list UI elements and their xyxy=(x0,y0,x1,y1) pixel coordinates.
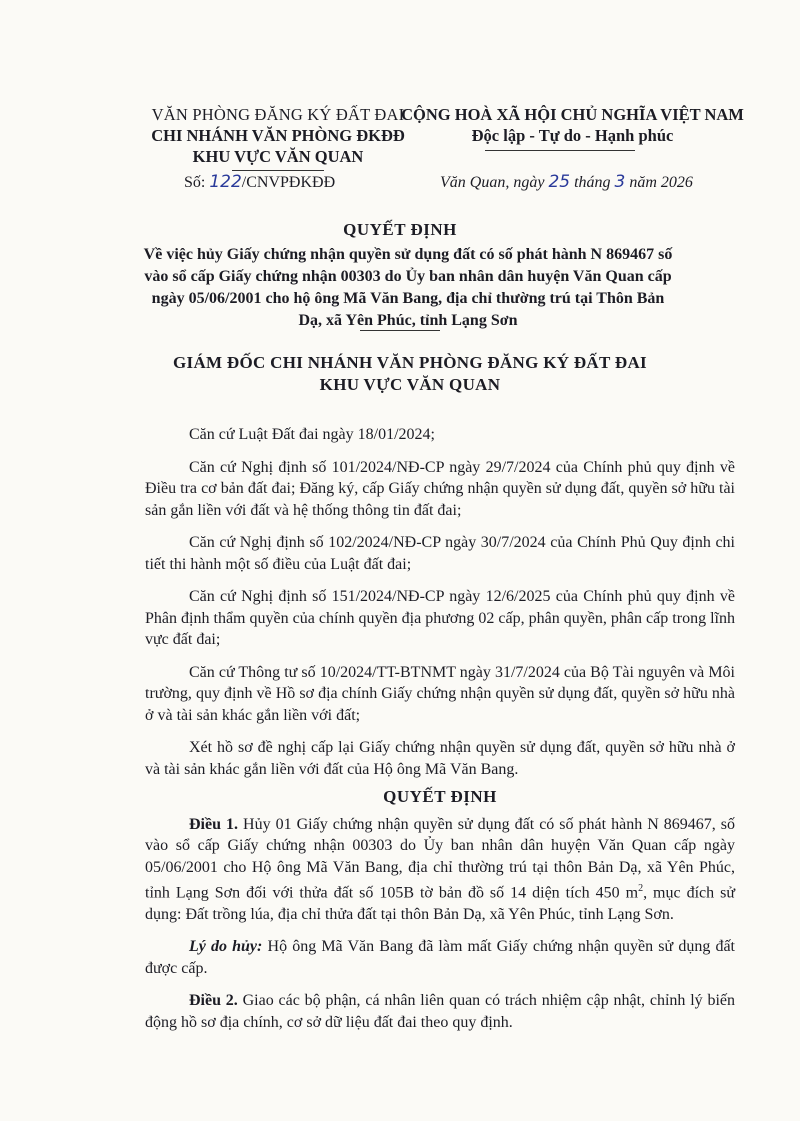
doc-number-prefix: Số: xyxy=(184,174,206,191)
date-prefix: Văn Quan, ngày xyxy=(440,174,545,191)
document-number xyxy=(184,172,335,192)
legal-basis-4: Căn cứ Nghị định số 151/2024/NĐ-CP ngày 12/6/2025 của Chính phủ quy định về Phân định thẩm quyền của chính quyền địa phương 02 cấp, phân quyền, phân cấp trong lĩnh vực đất đai; xyxy=(145,588,735,648)
doc-number-handwritten: 122 xyxy=(209,172,242,192)
motto-underline xyxy=(485,150,635,151)
date-day: 25 xyxy=(548,172,571,192)
article-1-text: Hủy 01 Giấy chứng nhận quyền sử dụng đất có số phát hành N 869467, số vào sổ cấp Giấy chứng nhận 00303 do Ủy ban nhân dân huyện Văn Quan cấp ngày 05/06/2001 cho Hộ ông Mã Văn Bang, địa chỉ thường trú tại thôn Bản Dạ, xã Yên Phúc, tỉnh Lạng Sơn đối với thửa đất số 105B tờ bản đồ số 14 diện tích 450 m xyxy=(145,815,736,902)
article-1 xyxy=(145,814,735,926)
reason-label: Lý do hủy: xyxy=(189,938,263,956)
decision-heading: QUYẾT ĐỊNH xyxy=(383,787,497,806)
subject-underline xyxy=(360,330,440,331)
date-year: năm 2026 xyxy=(629,174,693,191)
document-body xyxy=(145,424,735,1044)
legal-basis-5: Căn cứ Thông tư số 10/2024/TT-BTNMT ngày 31/7/2024 của Bộ Tài nguyên và Môi trường, quy định về Hồ sơ địa chính Giấy chứng nhận quyền sử dụng đất, quyền sở hữu nhà ở và tài sản khác gắn liền với đất; xyxy=(145,663,735,724)
legal-basis-3: Căn cứ Nghị định số 102/2024/NĐ-CP ngày 30/7/2024 của Chính Phủ Quy định chi tiết thi hành một số điều của Luật đất đai; xyxy=(145,534,735,573)
agency-underline xyxy=(232,170,324,171)
article-2-label: Điều 2. xyxy=(189,992,238,1010)
reason-text: Hộ ông Mã Văn Bang đã làm mất Giấy chứng nhận quyền sử dụng đất được cấp. xyxy=(145,938,736,977)
agency-header xyxy=(128,104,428,167)
nation-motto: Độc lập - Tự do - Hạnh phúc xyxy=(471,126,674,145)
nation-header xyxy=(400,104,745,146)
authority-line-2: KHU VỰC VĂN QUAN xyxy=(319,375,501,394)
authority-line-1: GIÁM ĐỐC CHI NHÁNH VĂN PHÒNG ĐĂNG KÝ ĐẤT ĐAI xyxy=(173,353,647,372)
agency-line-1: VĂN PHÒNG ĐĂNG KÝ ĐẤT ĐAI xyxy=(151,105,405,124)
area-unit-superscript: 2 xyxy=(638,883,644,894)
date-month-label: tháng xyxy=(574,174,611,191)
legal-basis-2: Căn cứ Nghị định số 101/2024/NĐ-CP ngày 29/7/2024 của Chính phủ quy định về Điều tra cơ bản đất đai; Đăng ký, cấp Giấy chứng nhận quyền sử dụng đất, quyền sở hữu tài sản gắn liền với đất và hệ thống thông tin đất đai; xyxy=(145,458,735,519)
cancellation-reason xyxy=(145,936,735,979)
consideration: Xét hồ sơ đề nghị cấp lại Giấy chứng nhận quyền sử dụng đất, quyền sở hữu nhà ở và tài sản khác gắn liền với đất của Hộ ông Mã Văn Bang. xyxy=(145,739,735,778)
agency-line-3: KHU VỰC VĂN QUAN xyxy=(192,147,364,166)
document-subject: Về việc hủy Giấy chứng nhận quyền sử dụng đất có số phát hành N 869467 số vào sổ cấp Giấy chứng nhận 00303 do Ủy ban nhân dân huyện Văn Quan cấp ngày 05/06/2001 cho hộ ông Mã Văn Bang, địa chỉ thường trú tại Thôn Bản Dạ, xã Yên Phúc, tỉnh Lạng Sơn xyxy=(143,246,673,329)
agency-line-2: CHI NHÁNH VĂN PHÒNG ĐKĐĐ xyxy=(151,126,405,145)
article-1-label: Điều 1. xyxy=(189,815,239,833)
article-2 xyxy=(145,990,735,1033)
article-1-tail: , mục đích sử dụng: Đất trồng lúa, địa chỉ thửa đất tại thôn Bản Dạ, xã Yên Phúc, tỉnh Lạng Sơn. xyxy=(145,884,736,923)
legal-basis-1: Căn cứ Luật Đất đai ngày 18/01/2024; xyxy=(189,426,435,443)
nation-line-1: CỘNG HOÀ XÃ HỘI CHỦ NGHĨA VIỆT NAM xyxy=(401,105,744,124)
doc-number-suffix: /CNVPĐKĐĐ xyxy=(241,174,336,191)
article-2-text: Giao các bộ phận, cá nhân liên quan có trách nhiệm cập nhật, chỉnh lý biến động hồ sơ địa chính, cơ sở dữ liệu đất đai theo quy định. xyxy=(145,992,736,1031)
date-month: 3 xyxy=(614,172,626,192)
document-type-title: QUYẾT ĐỊNH xyxy=(343,220,457,239)
issuing-authority xyxy=(150,352,670,396)
document-date xyxy=(440,172,693,192)
